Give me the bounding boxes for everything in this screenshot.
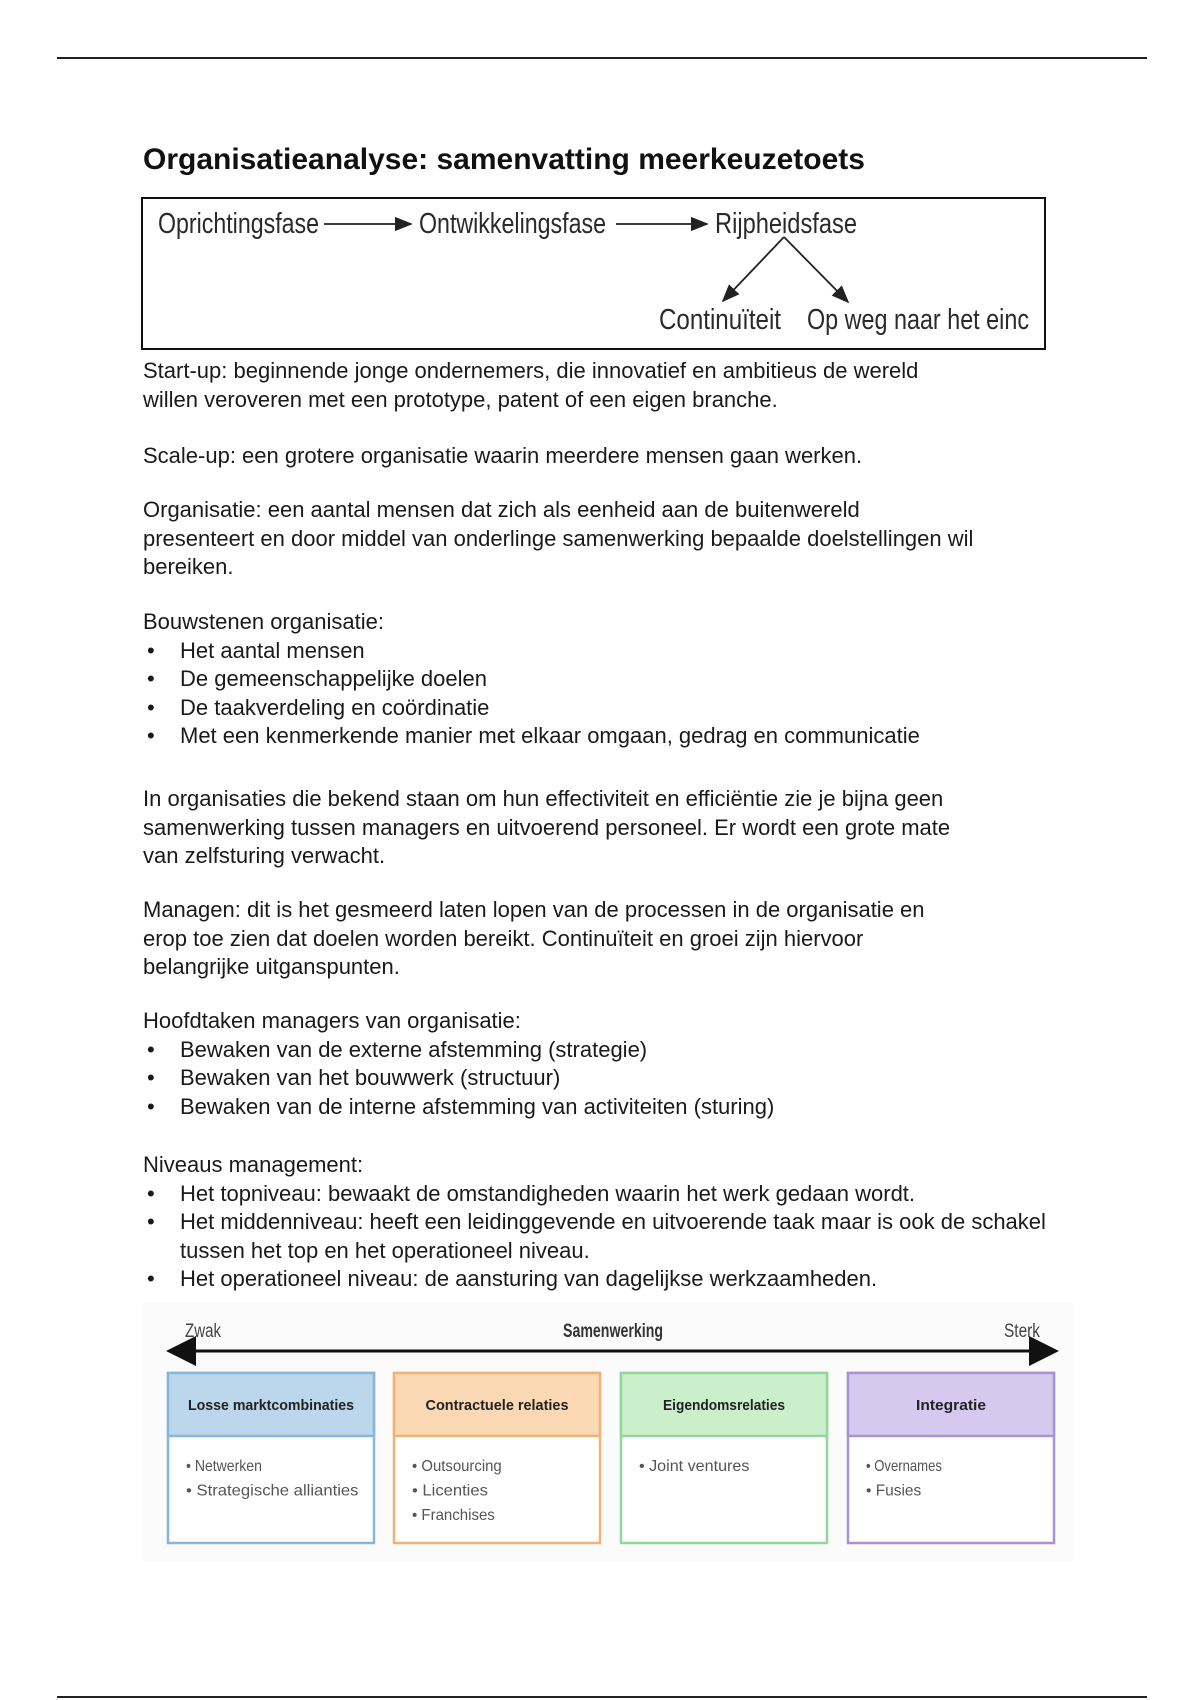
list-item: • Het aantal mensen: [143, 637, 1083, 666]
section-heading: Niveaus management:: [143, 1152, 364, 1177]
list-item: • Bewaken van de interne afstemming van activiteiten (sturing): [143, 1093, 1083, 1122]
paragraph-effectiviteit: [143, 785, 1083, 871]
text-line: van zelfsturing verwacht.: [143, 843, 386, 868]
outcome-einde: Op weg naar het einc: [807, 304, 1029, 336]
list-item: • De taakverdeling en coördinatie: [143, 694, 1083, 723]
text-line: belangrijke uitganspunten.: [143, 954, 400, 979]
text-line: bereiken.: [143, 554, 234, 579]
text-line: willen veroveren met een prototype, patent of een eigen branche.: [143, 386, 778, 412]
section-hoofdtaken: [143, 1007, 1083, 1121]
section-bouwstenen: [143, 608, 1083, 751]
label-sterk: Sterk: [1004, 1321, 1041, 1342]
phase-oprichting: Oprichtingsfase: [158, 208, 319, 240]
bottom-rule: [57, 1696, 1147, 1698]
cooperation-diagram: [0, 1296, 1200, 1571]
text-line: Organisatie: een aantal mensen dat zich als eenheid aan de buitenwereld: [143, 497, 860, 522]
box-item: • Strategische allianties: [186, 1482, 359, 1500]
list-item: • Bewaken van het bouwwerk (structuur): [143, 1064, 1083, 1093]
text-line: samenwerking tussen managers en uitvoerend personeel. Er wordt een grote mate: [143, 814, 951, 840]
paragraph-organisatie: [143, 496, 1083, 582]
box-item: • Franchises: [412, 1507, 495, 1524]
box-title: Eigendomsrelaties: [663, 1397, 785, 1414]
box-title: Integratie: [916, 1397, 986, 1414]
label-zwak: Zwak: [185, 1321, 222, 1342]
text-line: Start-up: beginnende jonge ondernemers, die innovatief en ambitieus de wereld: [143, 358, 919, 383]
list-item: • Het middenniveau: heeft een leidinggevende en uitvoerende taak maar is ook de schakel tussen het top en het operationeel niveau.: [143, 1208, 1080, 1265]
section-niveaus: [143, 1151, 1083, 1294]
box-title: Contractuele relaties: [425, 1397, 569, 1414]
list-item: • Bewaken van de externe afstemming (strategie): [143, 1036, 1083, 1065]
paragraph-scaleup: [143, 442, 1083, 471]
text-line: presenteert en door middel van onderlinge samenwerking bepaalde doelstellingen wil: [143, 525, 974, 551]
page-title: Organisatieanalyse: samenvatting meerkeuzetoets: [143, 143, 865, 176]
phase-diagram: [0, 0, 1200, 360]
box-item: • Licenties: [412, 1482, 488, 1500]
label-samenwerking: Samenwerking: [563, 1321, 663, 1342]
list-item: • De gemeenschappelijke doelen: [143, 665, 1083, 694]
paragraph-startup: [143, 357, 1083, 414]
box-title: Losse marktcombinaties: [188, 1397, 354, 1414]
box-item: • Outsourcing: [412, 1458, 502, 1475]
hoofdtaken-list: [143, 1036, 1083, 1122]
list-item: • Met een kenmerkende manier met elkaar omgaan, gedrag en communicatie: [143, 722, 1083, 751]
phase-ontwikkeling: Ontwikkelingsfase: [419, 208, 606, 240]
text-line: Managen: dit is het gesmeerd laten lopen van de processen in de organisatie en: [143, 897, 925, 922]
paragraph-managen: [143, 896, 1083, 982]
bouwstenen-list: [143, 637, 1083, 751]
box-item: • Overnames: [866, 1458, 942, 1475]
text-line: Scale-up: een grotere organisatie waarin meerdere mensen gaan werken.: [143, 443, 863, 468]
phase-rijpheid: Rijpheidsfase: [715, 208, 857, 240]
box-item: • Fusies: [866, 1482, 922, 1500]
text-line: In organisaties die bekend staan om hun effectiviteit en efficiëntie zie je bijna geen: [143, 786, 944, 811]
list-item: • Het topniveau: bewaakt de omstandigheden waarin het werk gedaan wordt.: [143, 1180, 1083, 1209]
section-heading: Hoofdtaken managers van organisatie:: [143, 1008, 521, 1033]
section-heading: Bouwstenen organisatie:: [143, 609, 384, 634]
box-item: • Joint ventures: [639, 1458, 750, 1475]
text-line: erop toe zien dat doelen worden bereikt. Continuïteit en groei zijn hiervoor: [143, 925, 864, 951]
outcome-continuiteit: Continuïteit: [659, 304, 781, 336]
niveaus-list: [143, 1180, 1083, 1294]
box-item: • Netwerken: [186, 1458, 262, 1475]
list-item: • Het operationeel niveau: de aansturing van dagelijkse werkzaamheden.: [143, 1265, 1083, 1294]
